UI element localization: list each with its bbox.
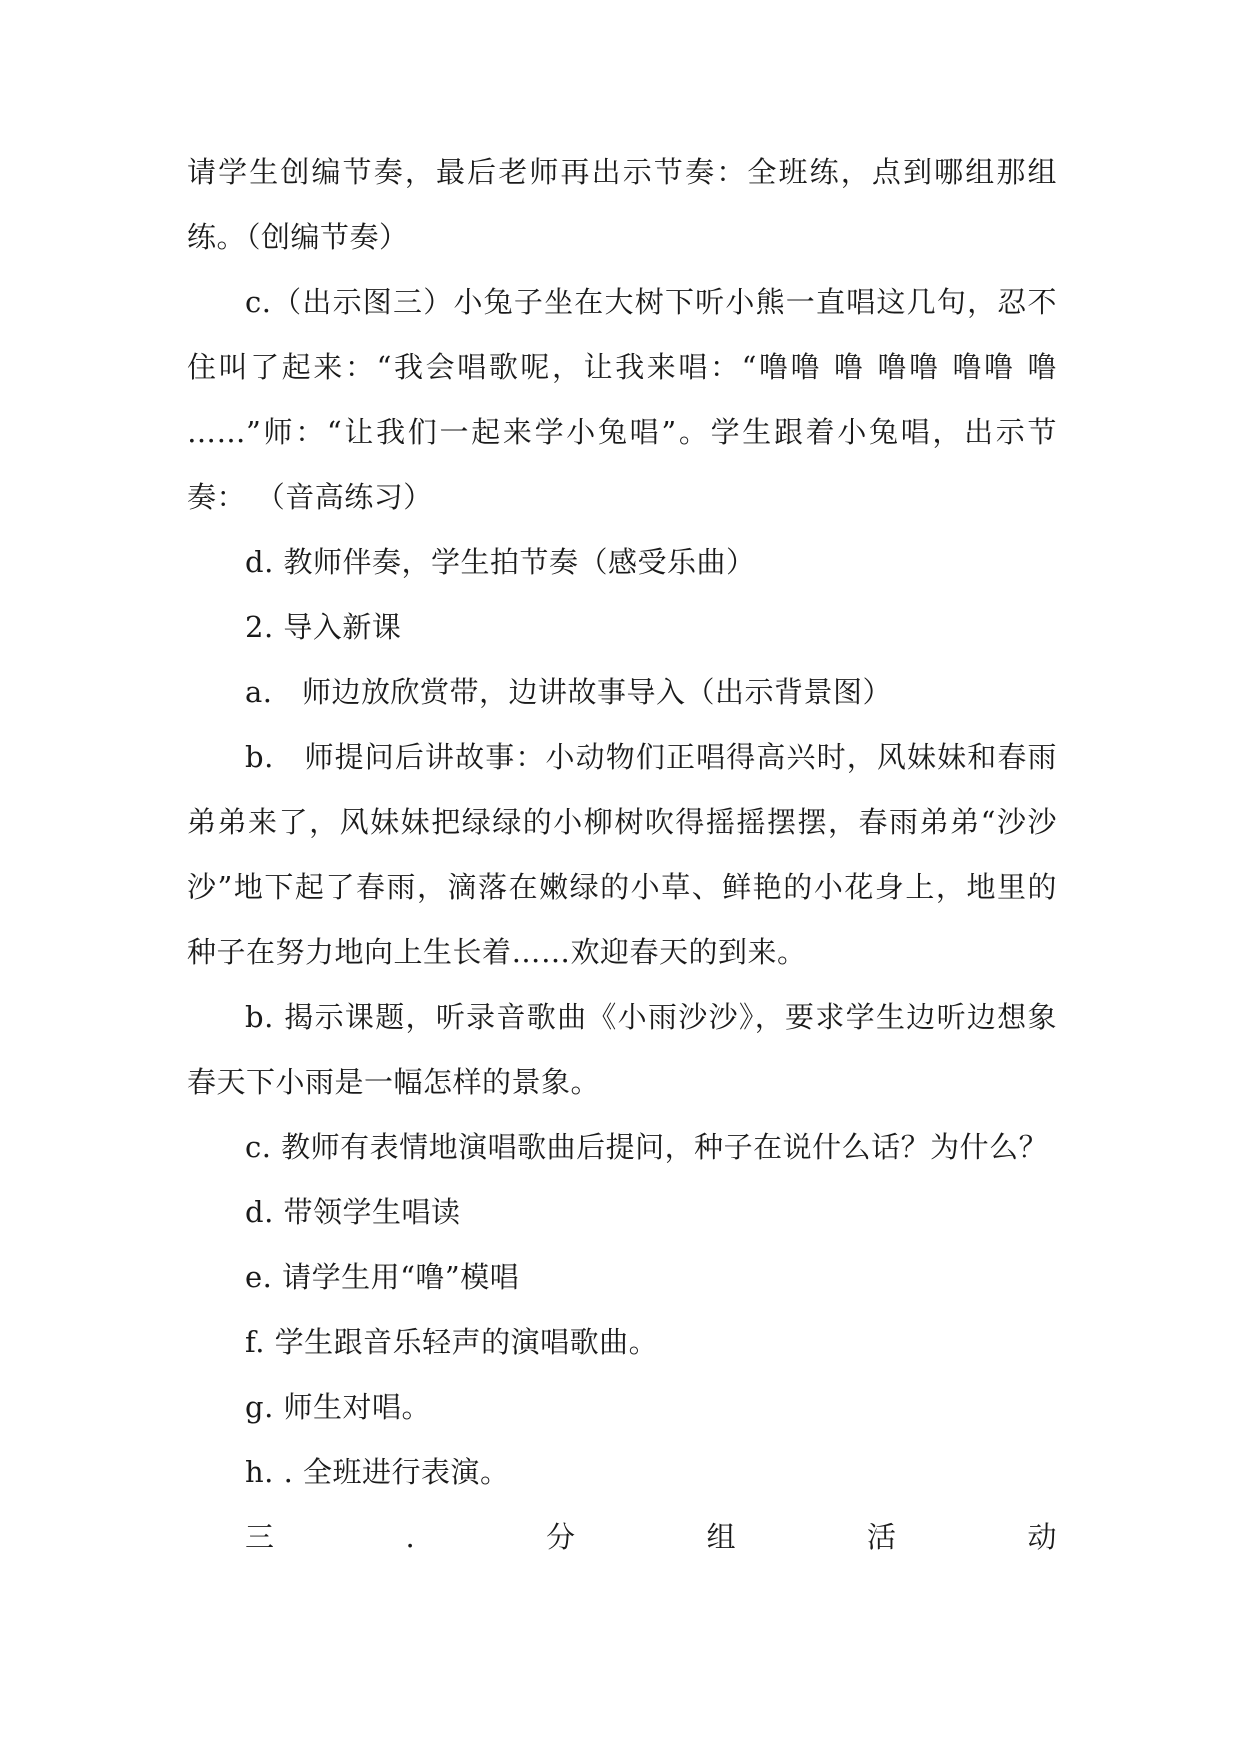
heading-char: 动	[1027, 1520, 1057, 1554]
heading-char: 三	[245, 1520, 275, 1554]
paragraph-item-f-soft-sing: f. 学生跟音乐轻声的演唱歌曲。	[245, 1325, 659, 1359]
section-heading-group-activity	[187, 1505, 1057, 1570]
body-text	[187, 140, 1057, 1570]
paragraph-item-2-new-lesson: 2. 导入新课	[245, 610, 402, 644]
paragraph-item-e-hum: e. 请学生用“噜”模唱	[245, 1260, 520, 1294]
paragraph-item-d-read: d. 带领学生唱读	[245, 1195, 461, 1229]
paragraph-item-d-accompany: d. 教师伴奏，学生拍节奏（感受乐曲）	[245, 545, 756, 579]
heading-char: 分	[546, 1520, 576, 1554]
paragraph-item-c-rabbit: c.（出示图三）小兔子坐在大树下听小熊一直唱这几句，忍不住叫了起来：“我会唱歌呢，让我来唱：“噜噜 噜 噜噜 噜噜 噜 ……”师：“让我们一起来学小兔唱”。学生跟着小兔唱，出示节奏： （音高练习）	[187, 285, 1057, 514]
heading-char: 活	[867, 1520, 897, 1554]
paragraph-item-g-duet: g. 师生对唱。	[245, 1390, 432, 1424]
paragraph-item-c-sing: c. 教师有表情地演唱歌曲后提问，种子在说什么话？为什么？	[245, 1130, 1049, 1164]
paragraph-create-rhythm: 请学生创编节奏，最后老师再出示节奏：全班练，点到哪组那组练。（创编节奏）	[187, 155, 1057, 254]
paragraph-item-b-story-detail: b. 师提问后讲故事：小动物们正唱得高兴时，风妹妹和春雨弟弟来了，风妹妹把绿绿的小柳树吹得摇摇摆摆，春雨弟弟“沙沙沙”地下起了春雨，滴落在嫩绿的小草、鲜艳的小花身上，地里的种子在努力地向上生长着……欢迎春天的到来。	[187, 740, 1057, 969]
heading-char: 组	[706, 1520, 737, 1554]
paragraph-item-h-perform: h. . 全班进行表演。	[245, 1455, 510, 1489]
paragraph-item-b-topic: b. 揭示课题，听录音歌曲《小雨沙沙》，要求学生边听边想象春天下小雨是一幅怎样的景象。	[187, 1000, 1057, 1099]
paragraph-item-a-story: a. 师边放欣赏带，边讲故事导入（出示背景图）	[245, 675, 893, 709]
heading-char: .	[405, 1520, 416, 1554]
